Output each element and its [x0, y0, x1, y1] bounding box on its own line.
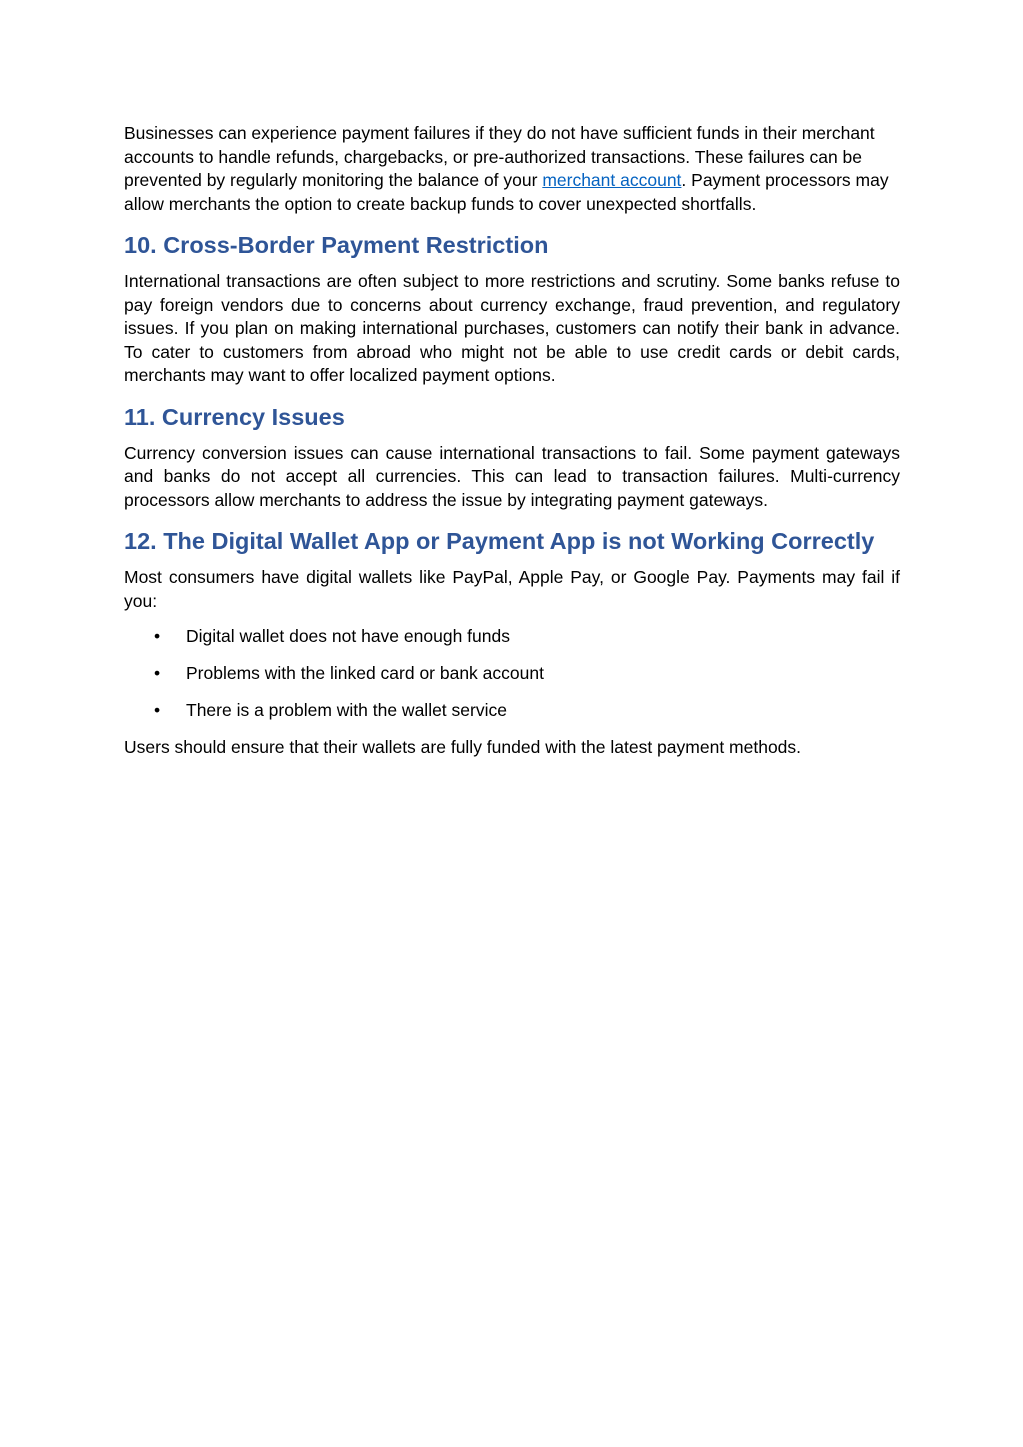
intro-paragraph — [124, 122, 900, 216]
currency-issues-paragraph: Currency conversion issues can cause international transactions to fail. Some payment gateways and banks do not accept all currencies. This can lead to transaction failures. Multi-currency processors allow merchants to address the issue by integrating payment gateways. — [124, 442, 900, 510]
intro-text-after-link: . Payment processors may allow merchants the option to create backup funds to cover unexpected shortfalls. — [124, 170, 889, 214]
intro-text-before-link: Businesses can experience payment failures if they do not have sufficient funds in their merchant accounts to handle refunds, chargebacks, or pre-authorized transactions. These failures can be prevented by regularly monitoring the balance of your — [124, 123, 875, 190]
heading-currency-issues: 11. Currency Issues — [124, 403, 345, 430]
failure-reasons-list — [124, 625, 900, 723]
heading-digital-wallet-app: 12. The Digital Wallet App or Payment App is not Working Correctly — [124, 528, 875, 554]
bullet-icon: • — [154, 626, 161, 646]
bullet-icon: • — [154, 700, 161, 720]
list-item-text: Digital wallet does not have enough funds — [186, 626, 510, 646]
list-item — [124, 699, 900, 723]
merchant-account-link[interactable]: merchant account — [542, 170, 682, 190]
closing-paragraph: Users should ensure that their wallets are fully funded with the latest payment methods. — [124, 737, 802, 757]
document-page — [124, 122, 900, 760]
list-item-text: There is a problem with the wallet service — [186, 700, 507, 720]
list-item — [124, 625, 900, 649]
bullet-icon: • — [154, 663, 161, 683]
heading-cross-border-payment-restriction: 10. Cross-Border Payment Restriction — [124, 232, 549, 258]
list-item — [124, 662, 900, 686]
digital-wallet-paragraph: Most consumers have digital wallets like PayPal, Apple Pay, or Google Pay. Payments may fail if you: — [124, 567, 900, 611]
cross-border-paragraph: International transactions are often subject to more restrictions and scrutiny. Some banks refuse to pay foreign vendors due to concerns about currency exchange, fraud prevention, and regulatory issues. If you plan on making international purchases, customers can notify their bank in advance. To cater to customers from abroad who might not be able to use credit cards or debit cards, merchants may want to offer localized payment options. — [124, 271, 900, 385]
list-item-text: Problems with the linked card or bank account — [186, 663, 544, 683]
